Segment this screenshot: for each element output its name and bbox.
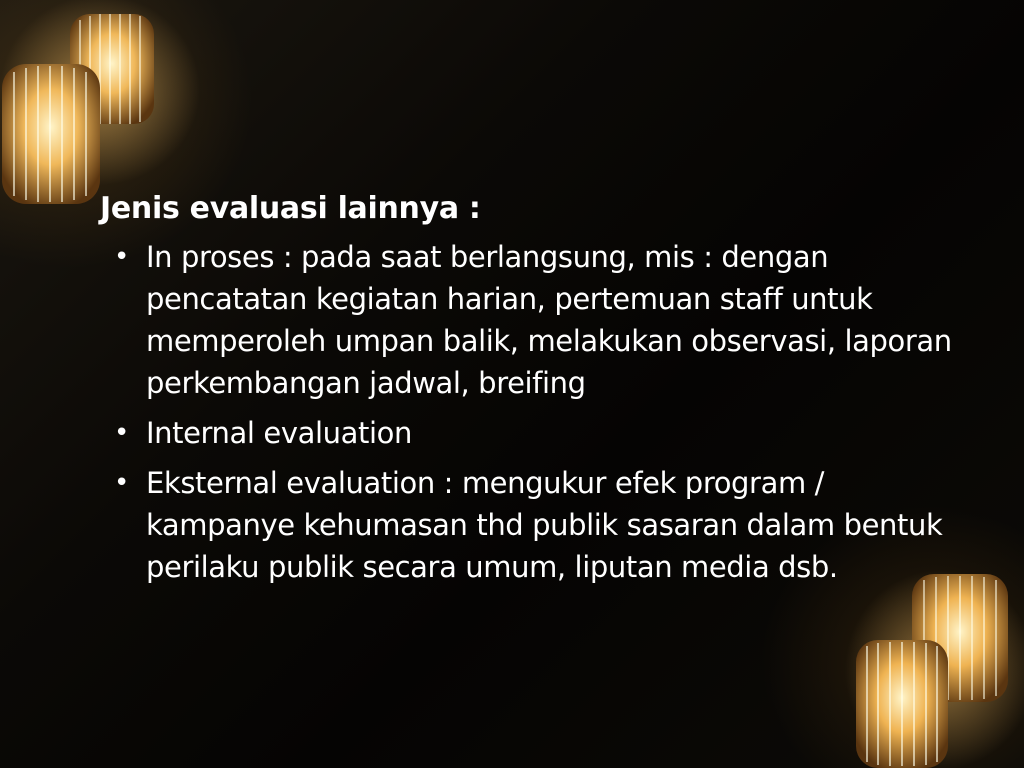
bullet-item — [100, 412, 980, 454]
bullet-text: Internal evaluation — [146, 416, 412, 450]
slide-heading: Jenis evaluasi lainnya : — [100, 191, 481, 226]
lamp-cluster-icon — [0, 0, 200, 220]
bullet-text: In proses : pada saat berlangsung, mis : dengan pencatatan kegiatan harian, pertemuan staff untuk memperoleh umpan balik, melakukan observasi, laporan perkembangan jadwal, breifing — [146, 240, 952, 400]
bullet-list — [100, 236, 980, 588]
bullet-text: Eksternal evaluation : mengukur efek program / kampanye kehumasan thd publik sasaran dalam bentuk perilaku publik secara umum, liputan media dsb. — [146, 466, 943, 584]
bullet-icon: • — [114, 418, 129, 448]
bullet-item — [100, 236, 980, 404]
bullet-icon: • — [114, 242, 129, 272]
bullet-item — [100, 462, 980, 588]
slide-body — [100, 188, 980, 596]
bullet-icon: • — [114, 468, 129, 498]
